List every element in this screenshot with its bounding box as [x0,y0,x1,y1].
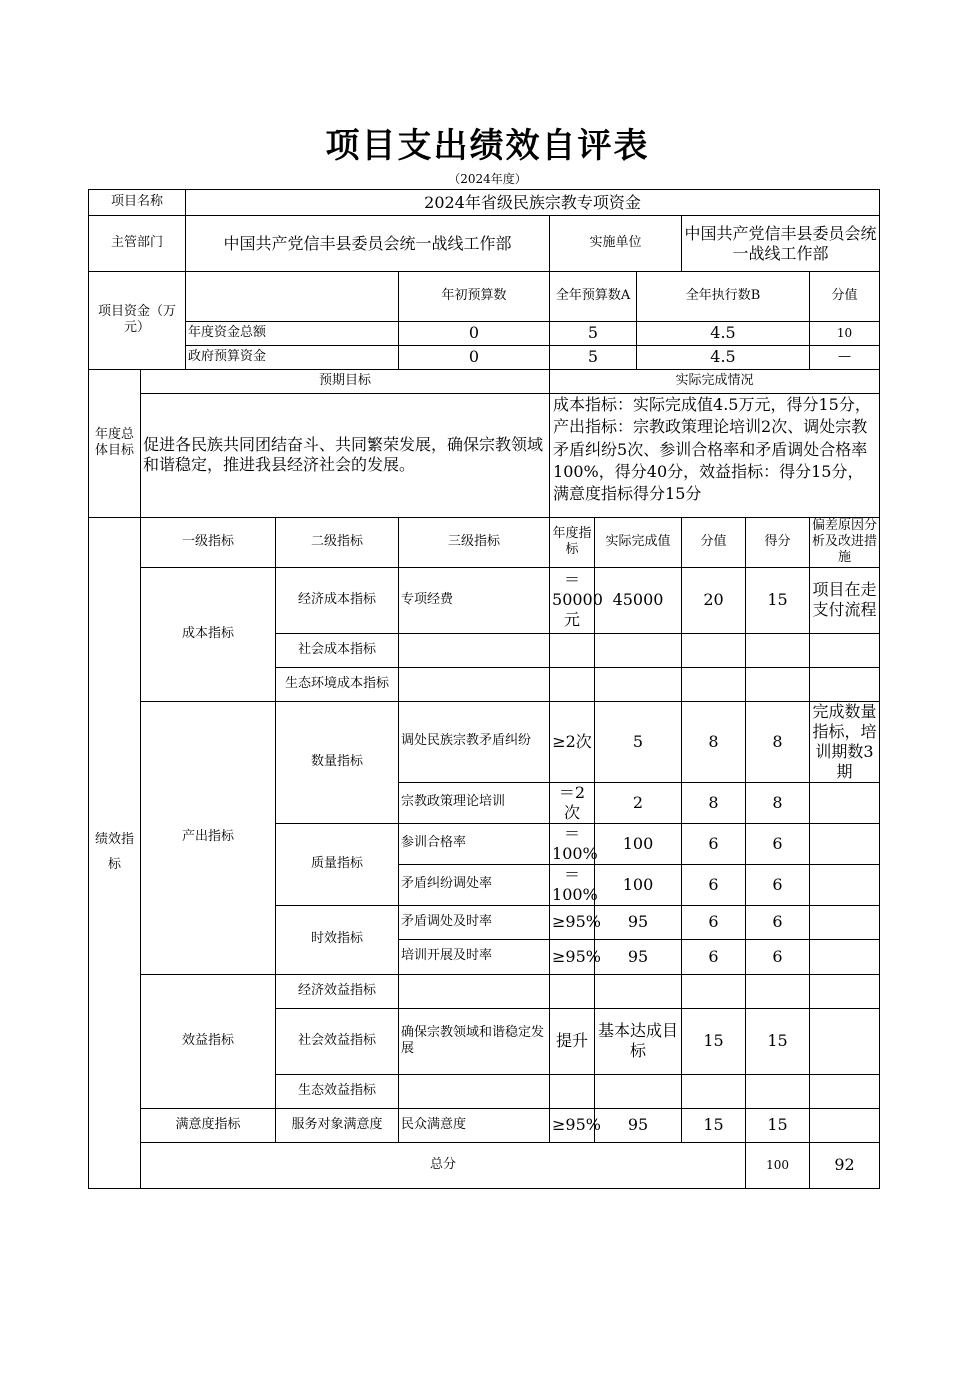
row-target: ＝100% [550,823,595,864]
row-points [682,1074,746,1108]
funds-header-blank [186,272,399,322]
impl-label: 实施单位 [550,216,682,272]
row-points [682,974,746,1008]
funds-header-exec: 全年执行数B [637,272,810,322]
row-target [550,633,595,667]
row-reason [810,782,880,823]
goals-expected-text: 促进各民族共同团结奋斗、共同繁荣发展，确保宗教领域和谐稳定，推进我县经济社会的发展。 [141,393,550,517]
row-reason [810,1008,880,1074]
funds-header-budget: 全年预算数A [550,272,637,322]
row-target: ≥95% [550,939,595,974]
total-score: 92 [810,1142,880,1188]
row-points: 20 [682,567,746,633]
funds-row-budget: 5 [550,345,637,369]
row-l2: 经济效益指标 [276,974,399,1008]
evaluation-table [88,189,880,1189]
row-actual: 2 [595,782,682,823]
row-score: 15 [746,567,810,633]
row-reason [810,1108,880,1142]
goals-actual-label: 实际完成情况 [550,369,880,393]
ind-header-target: 年度指标 [550,517,595,567]
row-points: 15 [682,1008,746,1074]
row-l3: 确保宗教领域和谐稳定发展 [399,1008,550,1074]
row-actual: 95 [595,1108,682,1142]
row-actual: 5 [595,701,682,782]
project-name-label: 项目名称 [89,190,186,216]
row-l2: 生态环境成本指标 [276,667,399,701]
row-points: 6 [682,939,746,974]
row-score [746,633,810,667]
row-reason [810,939,880,974]
row-score: 8 [746,782,810,823]
row-l2: 质量指标 [276,823,399,905]
ind-header-l3: 三级指标 [399,517,550,567]
row-score: 8 [746,701,810,782]
row-score [746,1074,810,1108]
row-l3 [399,633,550,667]
row-actual [595,633,682,667]
row-points: 6 [682,823,746,864]
goals-expected-label: 预期目标 [141,369,550,393]
row-points: 8 [682,701,746,782]
row-target [550,667,595,701]
row-l3: 宗教政策理论培训 [399,782,550,823]
row-actual [595,667,682,701]
row-target: ＝50000元 [550,567,595,633]
page-title: 项目支出绩效自评表 [325,126,650,166]
row-score: 6 [746,823,810,864]
row-actual: 95 [595,939,682,974]
indicators-label: 绩效指标 [89,517,141,1188]
row-l3: 参训合格率 [399,823,550,864]
row-actual: 基本达成目标 [595,1008,682,1074]
project-name-value: 2024年省级民族宗教专项资金 [186,190,880,216]
row-score: 6 [746,864,810,905]
row-actual [595,1074,682,1108]
row-actual: 100 [595,823,682,864]
row-l2: 社会效益指标 [276,1008,399,1074]
row-actual: 95 [595,905,682,939]
row-l3: 培训开展及时率 [399,939,550,974]
row-l3: 专项经费 [399,567,550,633]
funds-label: 项目资金（万元） [89,272,186,370]
row-l2: 服务对象满意度 [276,1108,399,1142]
funds-row-budget: 5 [550,321,637,345]
row-l3: 民众满意度 [399,1108,550,1142]
group-satisfaction: 满意度指标 [141,1108,276,1142]
ind-header-points: 分值 [682,517,746,567]
row-reason: 完成数量指标，培训期数3期 [810,701,880,782]
funds-header-init: 年初预算数 [399,272,550,322]
row-actual: 100 [595,864,682,905]
goals-label: 年度总体目标 [89,369,141,517]
row-score [746,974,810,1008]
funds-row-name: 年度资金总额 [186,321,399,345]
row-reason [810,667,880,701]
row-points: 6 [682,905,746,939]
row-l2: 经济成本指标 [276,567,399,633]
dept-value: 中国共产党信丰县委员会统一战线工作部 [186,216,550,272]
row-target: 提升 [550,1008,595,1074]
row-score: 15 [746,1108,810,1142]
row-target: ≥95% [550,905,595,939]
row-l3 [399,667,550,701]
group-output: 产出指标 [141,701,276,974]
row-l2: 时效指标 [276,905,399,974]
row-score: 15 [746,1008,810,1074]
dept-label: 主管部门 [89,216,186,272]
row-l3: 矛盾纠纷调处率 [399,864,550,905]
row-target [550,1074,595,1108]
group-cost: 成本指标 [141,567,276,701]
row-points: 6 [682,864,746,905]
row-points: 15 [682,1108,746,1142]
total-points: 100 [746,1142,810,1188]
row-l3: 调处民族宗教矛盾纠纷 [399,701,550,782]
funds-row-init: 0 [399,345,550,369]
funds-row-points: 10 [810,321,880,345]
row-reason [810,823,880,864]
funds-header-points: 分值 [810,272,880,322]
row-reason [810,864,880,905]
row-points [682,633,746,667]
row-reason [810,905,880,939]
ind-header-actual: 实际完成值 [595,517,682,567]
row-score: 6 [746,905,810,939]
ind-header-l1: 一级指标 [141,517,276,567]
report-year: （2024年度） [448,172,527,186]
ind-header-score: 得分 [746,517,810,567]
row-reason [810,974,880,1008]
row-target: ≥2次 [550,701,595,782]
row-l2: 生态效益指标 [276,1074,399,1108]
funds-row-exec: 4.5 [637,321,810,345]
row-points [682,667,746,701]
funds-row-points: — [810,345,880,369]
row-l2: 社会成本指标 [276,633,399,667]
row-l3 [399,974,550,1008]
row-l2: 数量指标 [276,701,399,823]
row-l3: 矛盾调处及时率 [399,905,550,939]
ind-header-l2: 二级指标 [276,517,399,567]
row-target [550,974,595,1008]
total-label: 总分 [141,1142,746,1188]
group-benefit: 效益指标 [141,974,276,1108]
row-target: ＝2次 [550,782,595,823]
row-score: 6 [746,939,810,974]
funds-row-exec: 4.5 [637,345,810,369]
goals-actual-text: 成本指标：实际完成值4.5万元，得分15分，产出指标：宗教政策理论培训2次、调处宗教矛盾纠纷5次、参训合格率和矛盾调处合格率100%，得分40分，效益指标：得分15分，满意度指标得分15分 [553,394,871,504]
row-points: 8 [682,782,746,823]
ind-header-reason: 偏差原因分析及改进措施 [810,517,880,567]
row-actual [595,974,682,1008]
row-target: ＝100% [550,864,595,905]
row-reason [810,1074,880,1108]
funds-row-init: 0 [399,321,550,345]
row-reason: 项目在走支付流程 [810,567,880,633]
row-reason [810,633,880,667]
funds-row-name: 政府预算资金 [186,345,399,369]
impl-value: 中国共产党信丰县委员会统一战线工作部 [682,216,880,272]
row-target: ≥95% [550,1108,595,1142]
row-score [746,667,810,701]
row-l3 [399,1074,550,1108]
row-actual: 45000 [595,567,682,633]
